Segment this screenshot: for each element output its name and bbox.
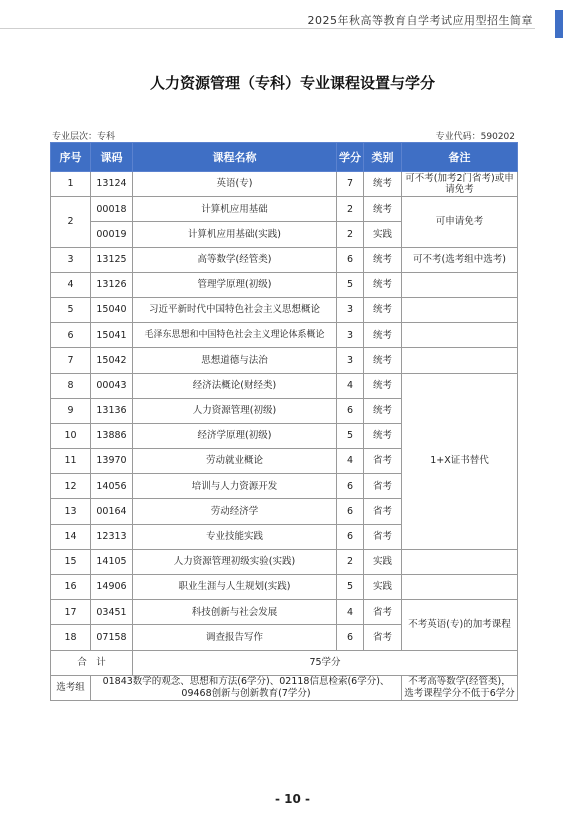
course-type: 统考	[364, 172, 402, 197]
row-number: 16	[51, 575, 91, 600]
table-row	[51, 197, 518, 222]
major-level: 专业层次：专科	[52, 132, 116, 142]
course-code: 12313	[91, 524, 133, 549]
total-row	[51, 650, 518, 675]
course-code: 00043	[91, 373, 133, 398]
course-name: 毛泽东思想和中国特色社会主义理论体系概论	[133, 323, 337, 348]
total-label: 合 计	[51, 650, 133, 675]
page-title: 人力资源管理（专科）专业课程设置与学分	[149, 74, 435, 92]
table-header-row	[51, 143, 518, 172]
course-name: 劳动经济学	[133, 499, 337, 524]
major-code: 专业代码：590202	[435, 132, 515, 142]
course-note	[402, 272, 518, 297]
course-note: 可申请免考	[402, 197, 518, 247]
table-row	[51, 272, 518, 297]
course-name: 高等数学(经管类)	[133, 247, 337, 272]
table-row	[51, 247, 518, 272]
course-type: 实践	[364, 222, 402, 247]
course-name: 计算机应用基础(实践)	[133, 222, 337, 247]
column-header: 学分	[337, 143, 364, 172]
course-note	[402, 575, 518, 600]
course-credit: 3	[337, 323, 364, 348]
table-row	[51, 549, 518, 574]
row-number: 17	[51, 600, 91, 625]
course-type: 统考	[364, 247, 402, 272]
course-credit: 2	[337, 222, 364, 247]
row-number: 15	[51, 549, 91, 574]
elective-row	[51, 675, 518, 700]
course-code: 00019	[91, 222, 133, 247]
header-rule	[0, 28, 535, 29]
course-type: 实践	[364, 575, 402, 600]
row-number: 5	[51, 297, 91, 322]
course-credit: 3	[337, 348, 364, 373]
table-row	[51, 373, 518, 398]
course-code: 14105	[91, 549, 133, 574]
course-note	[402, 323, 518, 348]
row-number: 4	[51, 272, 91, 297]
course-type: 统考	[364, 197, 402, 222]
header-accent-bar	[555, 10, 563, 38]
course-type: 统考	[364, 423, 402, 448]
row-number: 3	[51, 247, 91, 272]
column-header: 类别	[364, 143, 402, 172]
course-type: 省考	[364, 524, 402, 549]
course-credit: 2	[337, 549, 364, 574]
course-code: 14906	[91, 575, 133, 600]
course-name: 经济法概论(财经类)	[133, 373, 337, 398]
course-credit: 6	[337, 625, 364, 650]
course-name: 职业生涯与人生规划(实践)	[133, 575, 337, 600]
row-number: 13	[51, 499, 91, 524]
header-title: 2025年秋高等教育自学考试应用型招生简章	[307, 14, 533, 27]
table-row	[51, 575, 518, 600]
elective-label: 选考组	[51, 675, 91, 700]
column-header: 课程名称	[133, 143, 337, 172]
row-number: 18	[51, 625, 91, 650]
course-type: 统考	[364, 297, 402, 322]
course-note: 可不考(选考组中选考)	[402, 247, 518, 272]
column-header: 课码	[91, 143, 133, 172]
course-type: 统考	[364, 272, 402, 297]
course-name: 英语(专)	[133, 172, 337, 197]
row-number: 11	[51, 449, 91, 474]
course-name: 调查报告写作	[133, 625, 337, 650]
table-row	[51, 297, 518, 322]
course-code: 13126	[91, 272, 133, 297]
row-number: 14	[51, 524, 91, 549]
course-name: 经济学原理(初级)	[133, 423, 337, 448]
course-code: 15042	[91, 348, 133, 373]
course-type: 省考	[364, 625, 402, 650]
row-number: 9	[51, 398, 91, 423]
course-code: 07158	[91, 625, 133, 650]
course-code: 14056	[91, 474, 133, 499]
course-credit: 6	[337, 474, 364, 499]
course-note: 不考英语(专)的加考课程	[402, 600, 518, 650]
course-type: 省考	[364, 474, 402, 499]
course-credit: 3	[337, 297, 364, 322]
course-type: 统考	[364, 398, 402, 423]
course-credit: 6	[337, 524, 364, 549]
course-note: 1+X证书替代	[402, 373, 518, 549]
column-header: 备注	[402, 143, 518, 172]
course-credit: 4	[337, 373, 364, 398]
row-number: 7	[51, 348, 91, 373]
course-code: 13970	[91, 449, 133, 474]
table-row	[51, 348, 518, 373]
course-name: 培训与人力资源开发	[133, 474, 337, 499]
course-name: 管理学原理(初级)	[133, 272, 337, 297]
elective-note: 不考高等数学(经管类)，选考课程学分不低于6学分	[402, 675, 518, 700]
course-credit: 2	[337, 197, 364, 222]
course-name: 科技创新与社会发展	[133, 600, 337, 625]
column-header: 序号	[51, 143, 91, 172]
course-name: 劳动就业概论	[133, 449, 337, 474]
page-number: - 10 -	[274, 792, 310, 806]
course-name: 人力资源管理初级实验(实践)	[133, 549, 337, 574]
course-credit: 5	[337, 272, 364, 297]
table-row	[51, 323, 518, 348]
elective-courses: 01843数学的观念、思想和方法(6学分)、02118信息检索(6学分)、09468创新与创新教育(7学分)	[91, 675, 402, 700]
course-code: 00018	[91, 197, 133, 222]
table-row	[51, 172, 518, 197]
course-credit: 4	[337, 600, 364, 625]
course-code: 13125	[91, 247, 133, 272]
total-value: 75学分	[133, 650, 518, 675]
course-code: 13136	[91, 398, 133, 423]
table-row	[51, 600, 518, 625]
row-number: 2	[51, 197, 91, 247]
course-code: 13124	[91, 172, 133, 197]
course-type: 统考	[364, 348, 402, 373]
course-type: 统考	[364, 323, 402, 348]
course-table	[50, 142, 518, 701]
course-code: 15041	[91, 323, 133, 348]
course-name: 专业技能实践	[133, 524, 337, 549]
course-credit: 5	[337, 575, 364, 600]
course-note	[402, 348, 518, 373]
course-note	[402, 549, 518, 574]
course-name: 人力资源管理(初级)	[133, 398, 337, 423]
course-code: 13886	[91, 423, 133, 448]
row-number: 6	[51, 323, 91, 348]
course-type: 实践	[364, 549, 402, 574]
course-credit: 6	[337, 398, 364, 423]
course-note	[402, 297, 518, 322]
course-name: 思想道德与法治	[133, 348, 337, 373]
course-type: 省考	[364, 499, 402, 524]
row-number: 10	[51, 423, 91, 448]
row-number: 8	[51, 373, 91, 398]
course-credit: 4	[337, 449, 364, 474]
row-number: 12	[51, 474, 91, 499]
course-name: 计算机应用基础	[133, 197, 337, 222]
course-credit: 6	[337, 247, 364, 272]
course-credit: 5	[337, 423, 364, 448]
row-number: 1	[51, 172, 91, 197]
course-code: 00164	[91, 499, 133, 524]
course-type: 省考	[364, 600, 402, 625]
course-code: 15040	[91, 297, 133, 322]
course-credit: 6	[337, 499, 364, 524]
course-name: 习近平新时代中国特色社会主义思想概论	[133, 297, 337, 322]
course-credit: 7	[337, 172, 364, 197]
course-note: 可不考(加考2门省考)或申请免考	[402, 172, 518, 197]
course-type: 省考	[364, 449, 402, 474]
course-code: 03451	[91, 600, 133, 625]
course-type: 统考	[364, 373, 402, 398]
